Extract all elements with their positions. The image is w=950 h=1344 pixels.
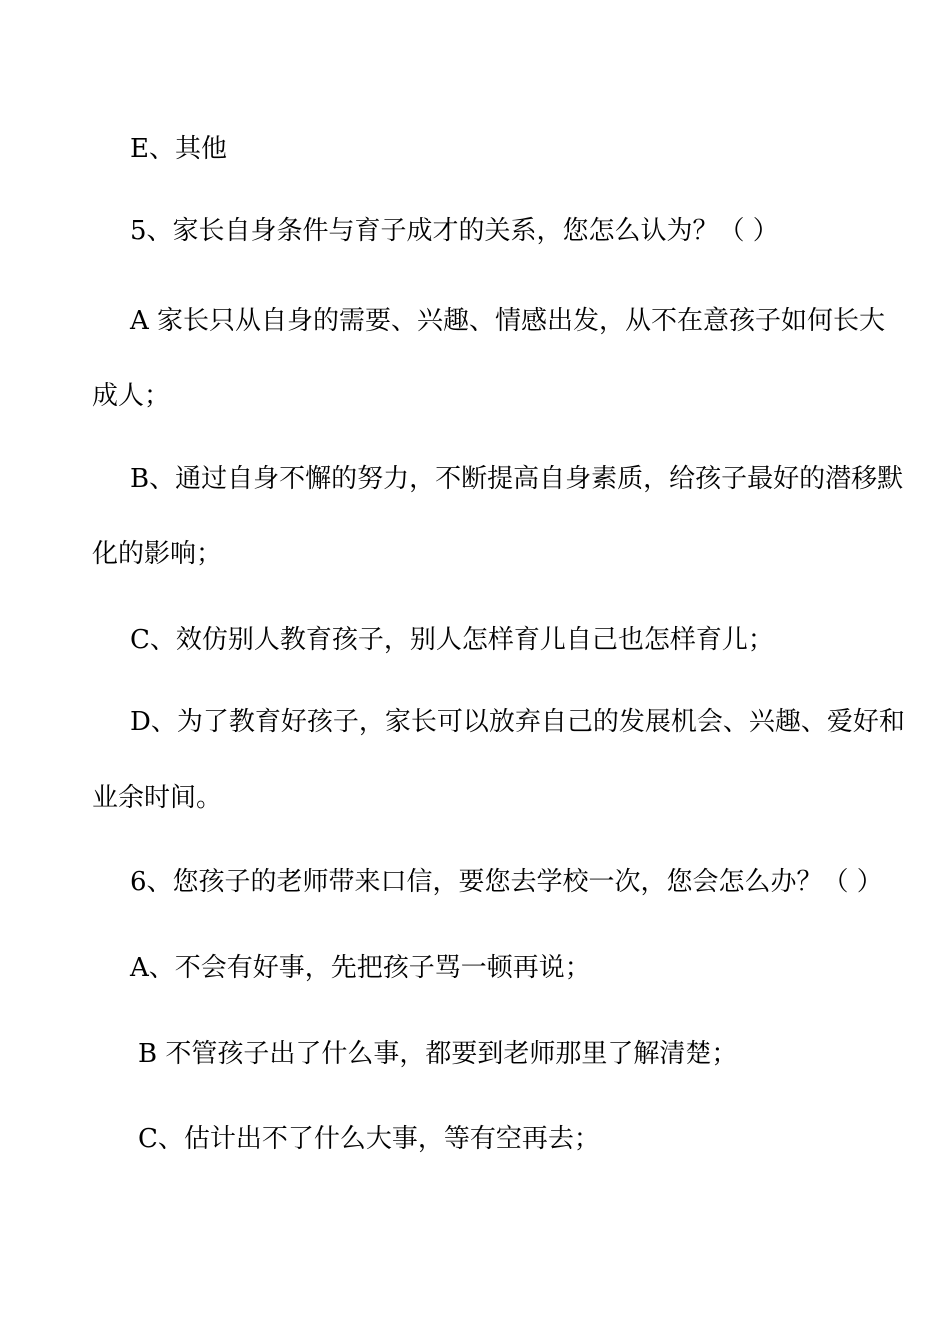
question-6-option-b: B 不管孩子出了什么事，都要到老师那里了解清楚； (138, 1039, 738, 1069)
question-6-option-a: A、不会有好事，先把孩子骂一顿再说； (130, 953, 591, 983)
question-6-option-c: C、估计出不了什么大事，等有空再去； (138, 1124, 600, 1154)
question-6: 6、您孩子的老师带来口信，要您去学校一次，您会怎么办？（ ） (130, 867, 883, 897)
question-5: 5、家长自身条件与育子成才的关系，您怎么认为？（ ） (130, 216, 779, 246)
question-5-option-b-line-2: 化的影响； (92, 539, 223, 569)
option-e-other: E、其他 (130, 134, 227, 164)
question-5-option-a-line-2: 成人； (92, 381, 171, 411)
question-5-option-d-line-2: 业余时间。 (92, 783, 223, 813)
question-5-option-a-line-1: A 家长只从自身的需要、兴趣、情感出发，从不在意孩子如何长大 (130, 306, 886, 336)
question-5-option-b-line-1: B、通过自身不懈的努力，不断提高自身素质，给孩子最好的潜移默 (130, 464, 904, 494)
question-5-option-c: C、效仿别人教育孩子，别人怎样育儿自己也怎样育儿； (130, 625, 774, 655)
question-5-option-d-line-1: D、为了教育好孩子，家长可以放弃自己的发展机会、兴趣、爱好和 (130, 707, 905, 737)
